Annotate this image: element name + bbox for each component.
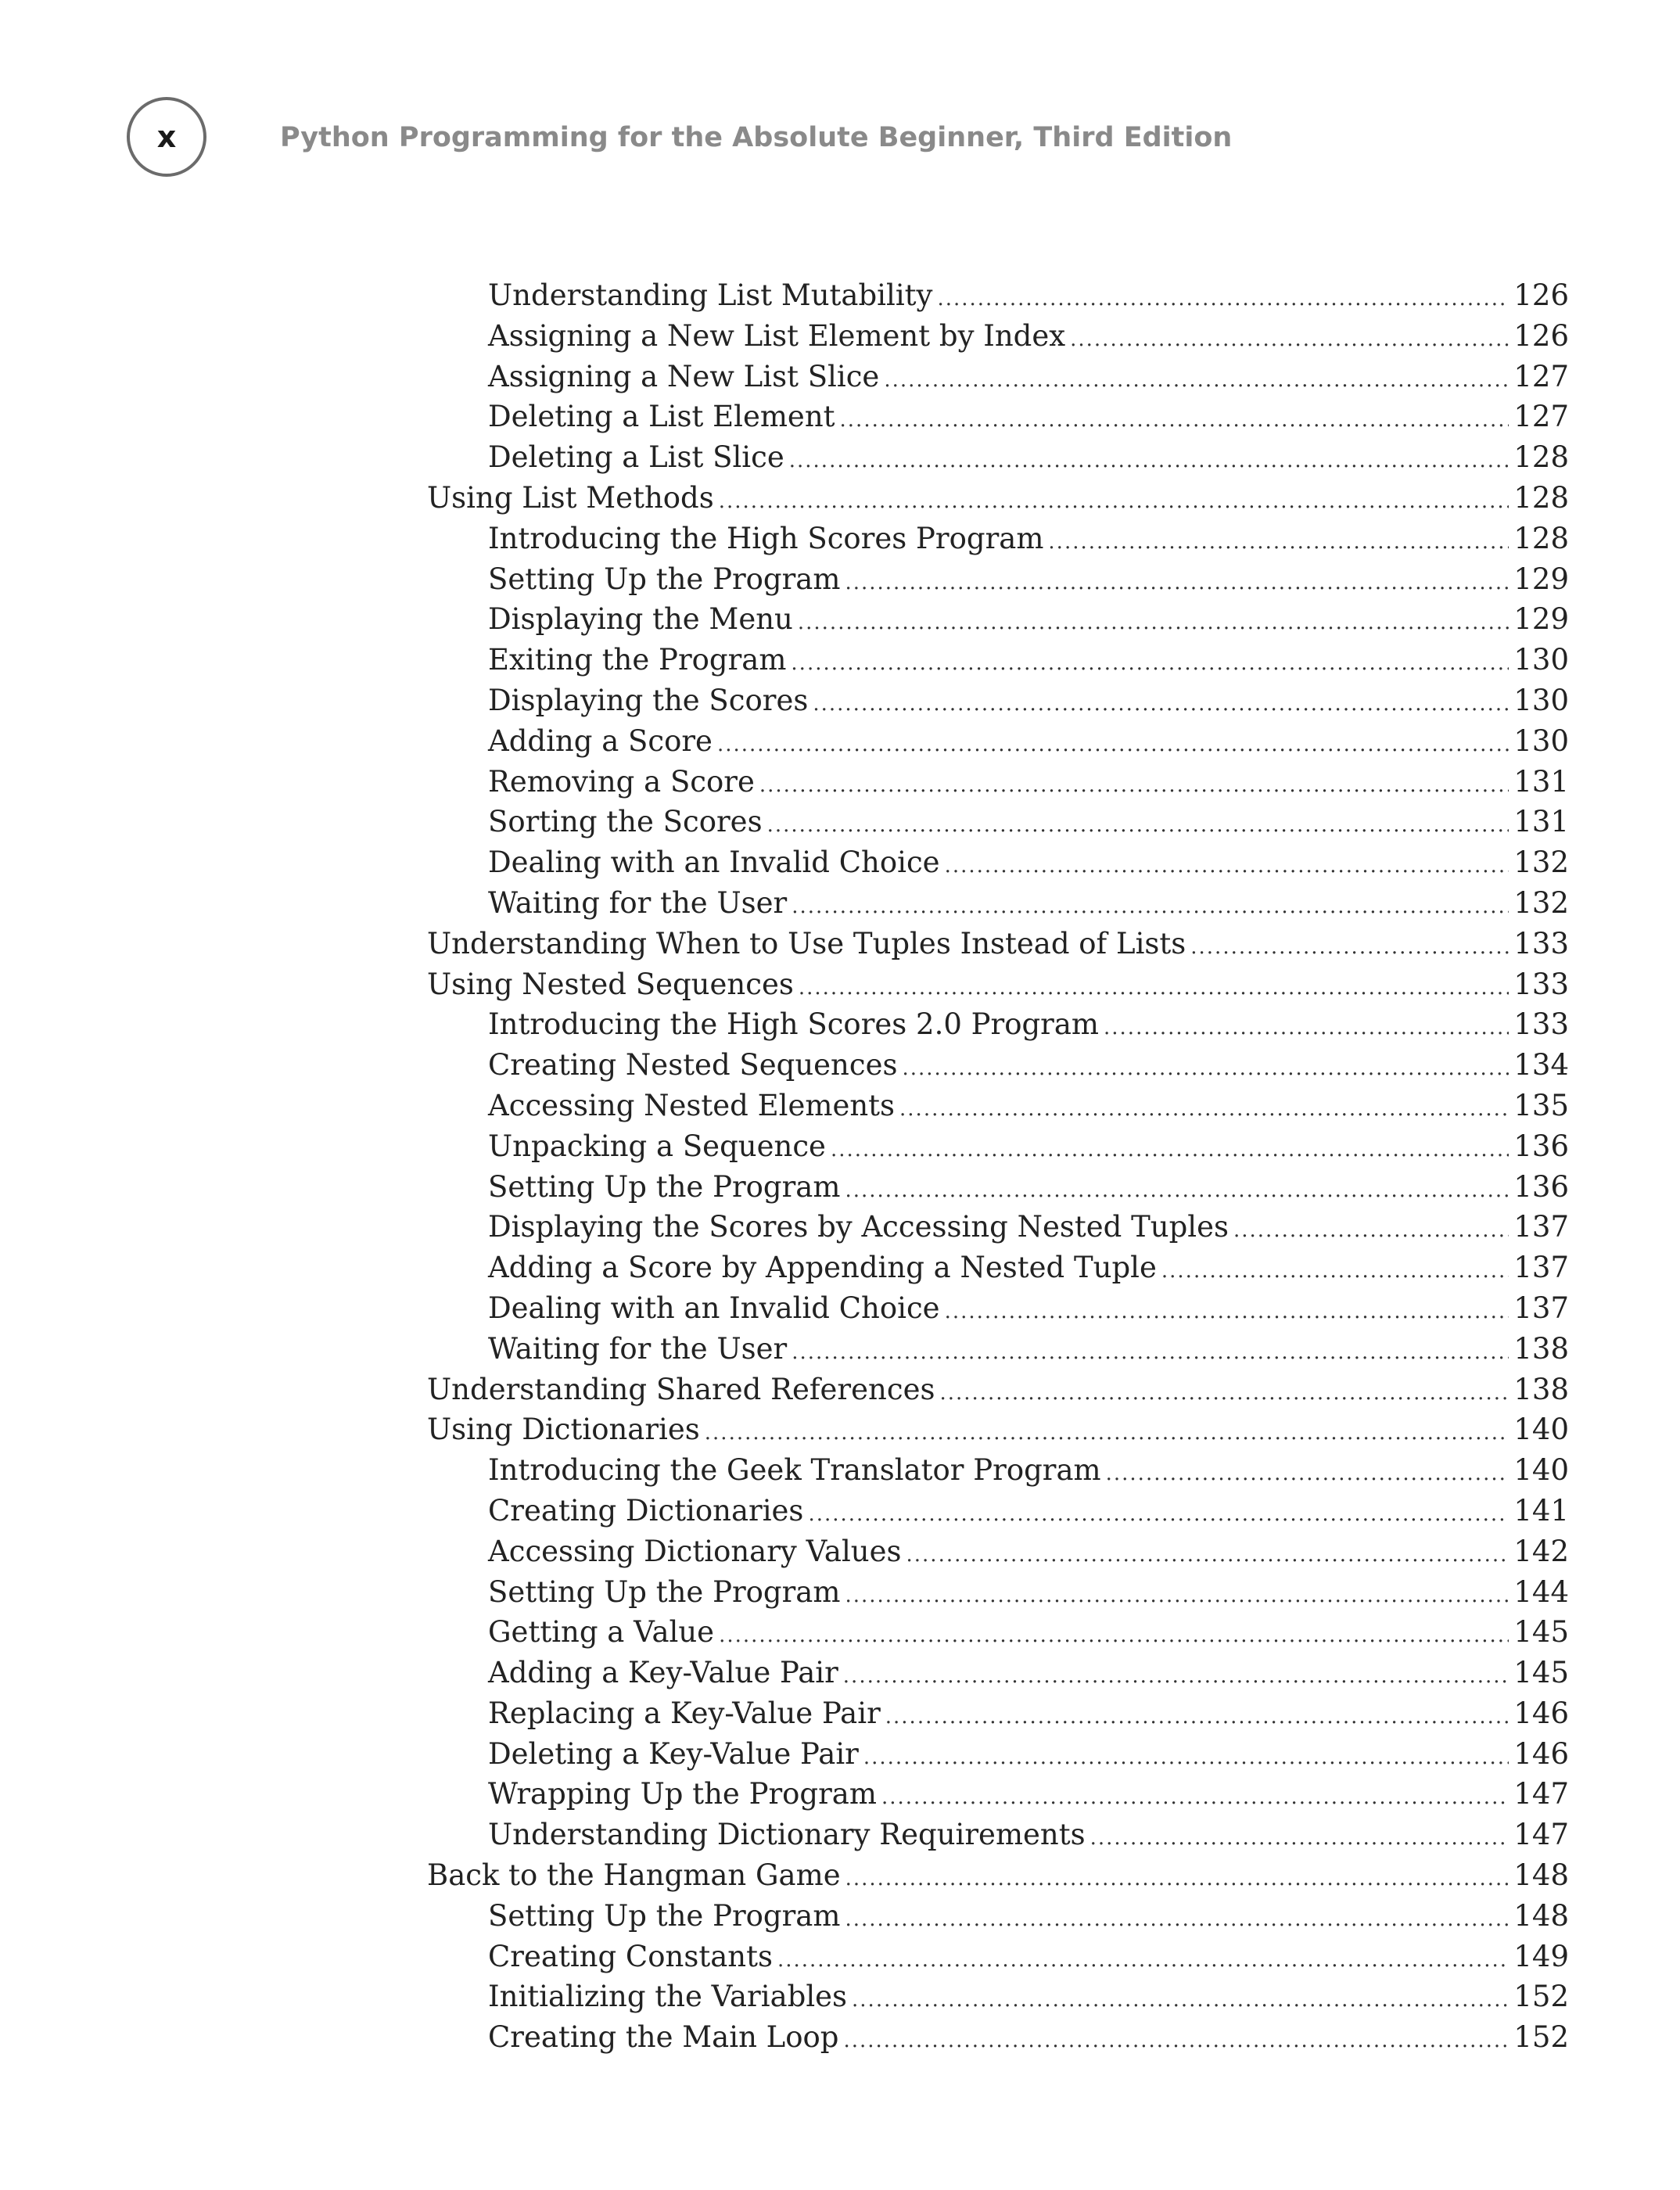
toc-entry-page: 140 bbox=[1513, 1453, 1569, 1488]
toc-entry-page: 148 bbox=[1513, 1898, 1569, 1933]
dot-leader bbox=[845, 1171, 1509, 1212]
toc-entry-title: Dealing with an Invalid Choice bbox=[488, 845, 940, 880]
toc-entry-page: 130 bbox=[1513, 643, 1569, 677]
toc-entry-page: 128 bbox=[1513, 480, 1569, 515]
toc-entry-title: Using List Methods bbox=[427, 480, 714, 515]
toc-entry-page: 147 bbox=[1513, 1818, 1569, 1852]
toc-entry-page: 152 bbox=[1513, 1980, 1569, 2014]
toc-entry-page: 141 bbox=[1513, 1493, 1569, 1528]
toc-section-entry bbox=[427, 1409, 1569, 1450]
dot-leader bbox=[1104, 1008, 1509, 1049]
toc-entry-page: 126 bbox=[1513, 318, 1569, 353]
toc-entry-title: Back to the Hangman Game bbox=[427, 1858, 841, 1893]
toc-subsection-entry bbox=[427, 1248, 1569, 1288]
toc-entry-page: 128 bbox=[1513, 440, 1569, 475]
dot-leader bbox=[845, 1900, 1509, 1940]
toc-entry-page: 126 bbox=[1513, 278, 1569, 312]
dot-leader bbox=[717, 725, 1509, 766]
toc-subsection-entry bbox=[427, 1572, 1569, 1613]
toc-entry-page: 129 bbox=[1513, 602, 1569, 637]
toc-entry-page: 148 bbox=[1513, 1858, 1569, 1893]
toc-entry-title: Introducing the Geek Translator Program bbox=[488, 1453, 1101, 1488]
toc-entry-title: Setting Up the Program bbox=[488, 1898, 841, 1933]
toc-entry-page: 145 bbox=[1513, 1615, 1569, 1650]
toc-subsection-entry bbox=[427, 1937, 1569, 1977]
toc-entry-title: Introducing the High Scores Program bbox=[488, 521, 1044, 555]
toc-entry-page: 149 bbox=[1513, 1939, 1569, 1973]
page-number: x bbox=[156, 120, 177, 154]
toc-entry-title: Understanding List Mutability bbox=[488, 278, 933, 312]
toc-entry-title: Setting Up the Program bbox=[488, 562, 841, 596]
toc-entry-page: 129 bbox=[1513, 562, 1569, 596]
toc-entry-page: 133 bbox=[1513, 926, 1569, 960]
toc-entry-title: Waiting for the User bbox=[488, 885, 788, 920]
toc-entry-title: Accessing Nested Elements bbox=[488, 1088, 896, 1122]
toc-subsection-entry bbox=[427, 2017, 1569, 2058]
toc-entry-title: Understanding Shared References bbox=[427, 1372, 935, 1406]
toc-entry-title: Displaying the Scores by Accessing Nested Tuples bbox=[488, 1210, 1229, 1244]
toc-section-entry bbox=[427, 964, 1569, 1005]
dot-leader bbox=[1106, 1454, 1509, 1495]
dot-leader bbox=[1048, 522, 1509, 563]
toc-subsection-entry bbox=[427, 1329, 1569, 1370]
running-head-title: Python Programming for the Absolute Beginner, Third Edition bbox=[280, 122, 1233, 153]
toc-section-entry bbox=[427, 1855, 1569, 1896]
dot-leader bbox=[937, 279, 1509, 320]
toc-entry-title: Adding a Score by Appending a Nested Tuple bbox=[488, 1251, 1157, 1285]
toc-entry-page: 137 bbox=[1513, 1210, 1569, 1244]
toc-subsection-entry bbox=[427, 1491, 1569, 1531]
dot-leader bbox=[705, 1413, 1509, 1454]
toc-subsection-entry bbox=[427, 397, 1569, 437]
toc-entry-title: Wrapping Up the Program bbox=[488, 1777, 877, 1811]
dot-leader bbox=[884, 361, 1509, 401]
dot-leader bbox=[719, 482, 1509, 522]
toc-subsection-entry bbox=[427, 680, 1569, 721]
toc-subsection-entry bbox=[427, 1612, 1569, 1653]
toc-entry-title: Deleting a Key-Value Pair bbox=[488, 1736, 859, 1771]
dot-leader bbox=[845, 1859, 1509, 1900]
table-of-contents bbox=[427, 275, 1569, 2058]
toc-entry-page: 131 bbox=[1513, 805, 1569, 839]
toc-entry-page: 127 bbox=[1513, 400, 1569, 434]
toc-subsection-entry bbox=[427, 1126, 1569, 1167]
toc-entry-page: 146 bbox=[1513, 1736, 1569, 1771]
toc-entry-title: Unpacking a Sequence bbox=[488, 1129, 826, 1163]
toc-subsection-entry bbox=[427, 1693, 1569, 1734]
toc-entry-page: 135 bbox=[1513, 1088, 1569, 1122]
toc-entry-page: 127 bbox=[1513, 359, 1569, 393]
toc-subsection-entry bbox=[427, 1288, 1569, 1329]
dot-leader bbox=[759, 766, 1509, 806]
toc-entry-title: Waiting for the User bbox=[488, 1331, 788, 1366]
toc-entry-title: Using Nested Sequences bbox=[427, 967, 794, 1001]
toc-entry-title: Creating Nested Sequences bbox=[488, 1048, 898, 1082]
dot-leader bbox=[845, 1576, 1509, 1617]
toc-entry-title: Introducing the High Scores 2.0 Program bbox=[488, 1007, 1100, 1042]
toc-subsection-entry bbox=[427, 1167, 1569, 1208]
dot-leader bbox=[843, 1657, 1509, 1697]
toc-entry-page: 130 bbox=[1513, 723, 1569, 758]
toc-subsection-entry bbox=[427, 1531, 1569, 1572]
dot-leader bbox=[808, 1495, 1509, 1535]
dot-leader bbox=[799, 968, 1509, 1009]
dot-leader bbox=[792, 1333, 1509, 1373]
toc-subsection-entry bbox=[427, 559, 1569, 600]
toc-subsection-entry bbox=[427, 275, 1569, 316]
dot-leader bbox=[1233, 1211, 1509, 1251]
dot-leader bbox=[840, 400, 1509, 441]
toc-subsection-entry bbox=[427, 599, 1569, 640]
toc-entry-title: Displaying the Menu bbox=[488, 602, 793, 637]
toc-entry-title: Accessing Dictionary Values bbox=[488, 1534, 902, 1568]
page-number-badge bbox=[127, 97, 206, 177]
toc-entry-page: 136 bbox=[1513, 1129, 1569, 1163]
toc-entry-title: Exiting the Program bbox=[488, 643, 787, 677]
dot-leader bbox=[852, 1980, 1509, 2021]
dot-leader bbox=[881, 1778, 1509, 1818]
toc-entry-title: Assigning a New List Element by Index bbox=[488, 318, 1066, 353]
toc-entry-page: 138 bbox=[1513, 1372, 1569, 1406]
dot-leader bbox=[945, 846, 1509, 887]
toc-entry-page: 134 bbox=[1513, 1048, 1569, 1082]
toc-entry-page: 132 bbox=[1513, 885, 1569, 920]
toc-subsection-entry bbox=[427, 1774, 1569, 1815]
toc-entry-page: 146 bbox=[1513, 1696, 1569, 1730]
toc-entry-page: 147 bbox=[1513, 1777, 1569, 1811]
toc-entry-title: Removing a Score bbox=[488, 764, 755, 799]
dot-leader bbox=[899, 1090, 1509, 1130]
toc-subsection-entry bbox=[427, 1004, 1569, 1045]
toc-entry-page: 140 bbox=[1513, 1413, 1569, 1447]
dot-leader bbox=[813, 684, 1509, 725]
toc-subsection-entry bbox=[427, 1207, 1569, 1248]
toc-entry-page: 137 bbox=[1513, 1251, 1569, 1285]
toc-subsection-entry bbox=[427, 1896, 1569, 1937]
dot-leader bbox=[777, 1940, 1509, 1981]
toc-subsection-entry bbox=[427, 1734, 1569, 1775]
toc-entry-page: 142 bbox=[1513, 1534, 1569, 1568]
toc-subsection-entry bbox=[427, 883, 1569, 924]
toc-entry-title: Creating Dictionaries bbox=[488, 1493, 804, 1528]
toc-entry-title: Understanding Dictionary Requirements bbox=[488, 1818, 1086, 1852]
toc-entry-page: 138 bbox=[1513, 1331, 1569, 1366]
dot-leader bbox=[906, 1535, 1509, 1576]
toc-entry-page: 144 bbox=[1513, 1574, 1569, 1609]
dot-leader bbox=[789, 441, 1509, 482]
toc-entry-title: Adding a Key-Value Pair bbox=[488, 1656, 838, 1690]
dot-leader bbox=[939, 1373, 1509, 1414]
toc-subsection-entry bbox=[427, 762, 1569, 802]
toc-entry-page: 130 bbox=[1513, 683, 1569, 717]
dot-leader bbox=[798, 603, 1509, 644]
toc-entry-title: Creating Constants bbox=[488, 1939, 773, 1973]
toc-subsection-entry bbox=[427, 721, 1569, 762]
toc-subsection-entry bbox=[427, 316, 1569, 357]
dot-leader bbox=[791, 644, 1509, 684]
toc-entry-title: Sorting the Scores bbox=[488, 805, 763, 839]
toc-section-entry bbox=[427, 1370, 1569, 1410]
toc-entry-page: 145 bbox=[1513, 1656, 1569, 1690]
dot-leader bbox=[845, 563, 1509, 604]
toc-entry-page: 131 bbox=[1513, 764, 1569, 799]
toc-entry-title: Displaying the Scores bbox=[488, 683, 809, 717]
toc-entry-title: Deleting a List Slice bbox=[488, 440, 784, 475]
dot-leader bbox=[885, 1697, 1509, 1738]
toc-entry-page: 133 bbox=[1513, 1007, 1569, 1042]
dot-leader bbox=[843, 2021, 1509, 2062]
toc-subsection-entry bbox=[427, 1450, 1569, 1491]
toc-entry-title: Assigning a New List Slice bbox=[488, 359, 880, 393]
dot-leader bbox=[1070, 320, 1509, 361]
dot-leader bbox=[792, 887, 1509, 928]
dot-leader bbox=[1161, 1251, 1509, 1292]
toc-subsection-entry bbox=[427, 1976, 1569, 2017]
toc-entry-title: Initializing the Variables bbox=[488, 1980, 848, 2014]
toc-subsection-entry bbox=[427, 802, 1569, 842]
toc-entry-page: 137 bbox=[1513, 1291, 1569, 1325]
toc-subsection-entry bbox=[427, 437, 1569, 478]
toc-entry-title: Using Dictionaries bbox=[427, 1413, 700, 1447]
toc-subsection-entry bbox=[427, 519, 1569, 559]
toc-subsection-entry bbox=[427, 1815, 1569, 1855]
toc-entry-title: Creating the Main Loop bbox=[488, 2020, 839, 2055]
toc-entry-title: Understanding When to Use Tuples Instead of Lists bbox=[427, 926, 1186, 960]
dot-leader bbox=[719, 1616, 1509, 1657]
toc-entry-title: Getting a Value bbox=[488, 1615, 715, 1650]
dot-leader bbox=[863, 1738, 1509, 1779]
toc-entry-title: Dealing with an Invalid Choice bbox=[488, 1291, 940, 1325]
toc-entry-title: Setting Up the Program bbox=[488, 1574, 841, 1609]
toc-entry-title: Replacing a Key-Value Pair bbox=[488, 1696, 881, 1730]
toc-subsection-entry bbox=[427, 1653, 1569, 1693]
toc-entry-page: 152 bbox=[1513, 2020, 1569, 2055]
toc-subsection-entry bbox=[427, 1045, 1569, 1086]
toc-entry-title: Adding a Score bbox=[488, 723, 713, 758]
dot-leader bbox=[903, 1049, 1509, 1090]
toc-subsection-entry bbox=[427, 640, 1569, 680]
toc-section-entry bbox=[427, 924, 1569, 964]
toc-subsection-entry bbox=[427, 842, 1569, 883]
dot-leader bbox=[945, 1292, 1509, 1333]
toc-section-entry bbox=[427, 478, 1569, 519]
toc-subsection-entry bbox=[427, 357, 1569, 397]
dot-leader bbox=[831, 1130, 1509, 1171]
dot-leader bbox=[1090, 1818, 1509, 1859]
dot-leader bbox=[767, 806, 1509, 846]
toc-entry-page: 133 bbox=[1513, 967, 1569, 1001]
toc-entry-page: 128 bbox=[1513, 521, 1569, 555]
toc-entry-page: 132 bbox=[1513, 845, 1569, 880]
toc-entry-title: Deleting a List Element bbox=[488, 400, 835, 434]
toc-entry-page: 136 bbox=[1513, 1169, 1569, 1204]
toc-entry-title: Setting Up the Program bbox=[488, 1169, 841, 1204]
toc-subsection-entry bbox=[427, 1086, 1569, 1126]
dot-leader bbox=[1190, 928, 1509, 968]
